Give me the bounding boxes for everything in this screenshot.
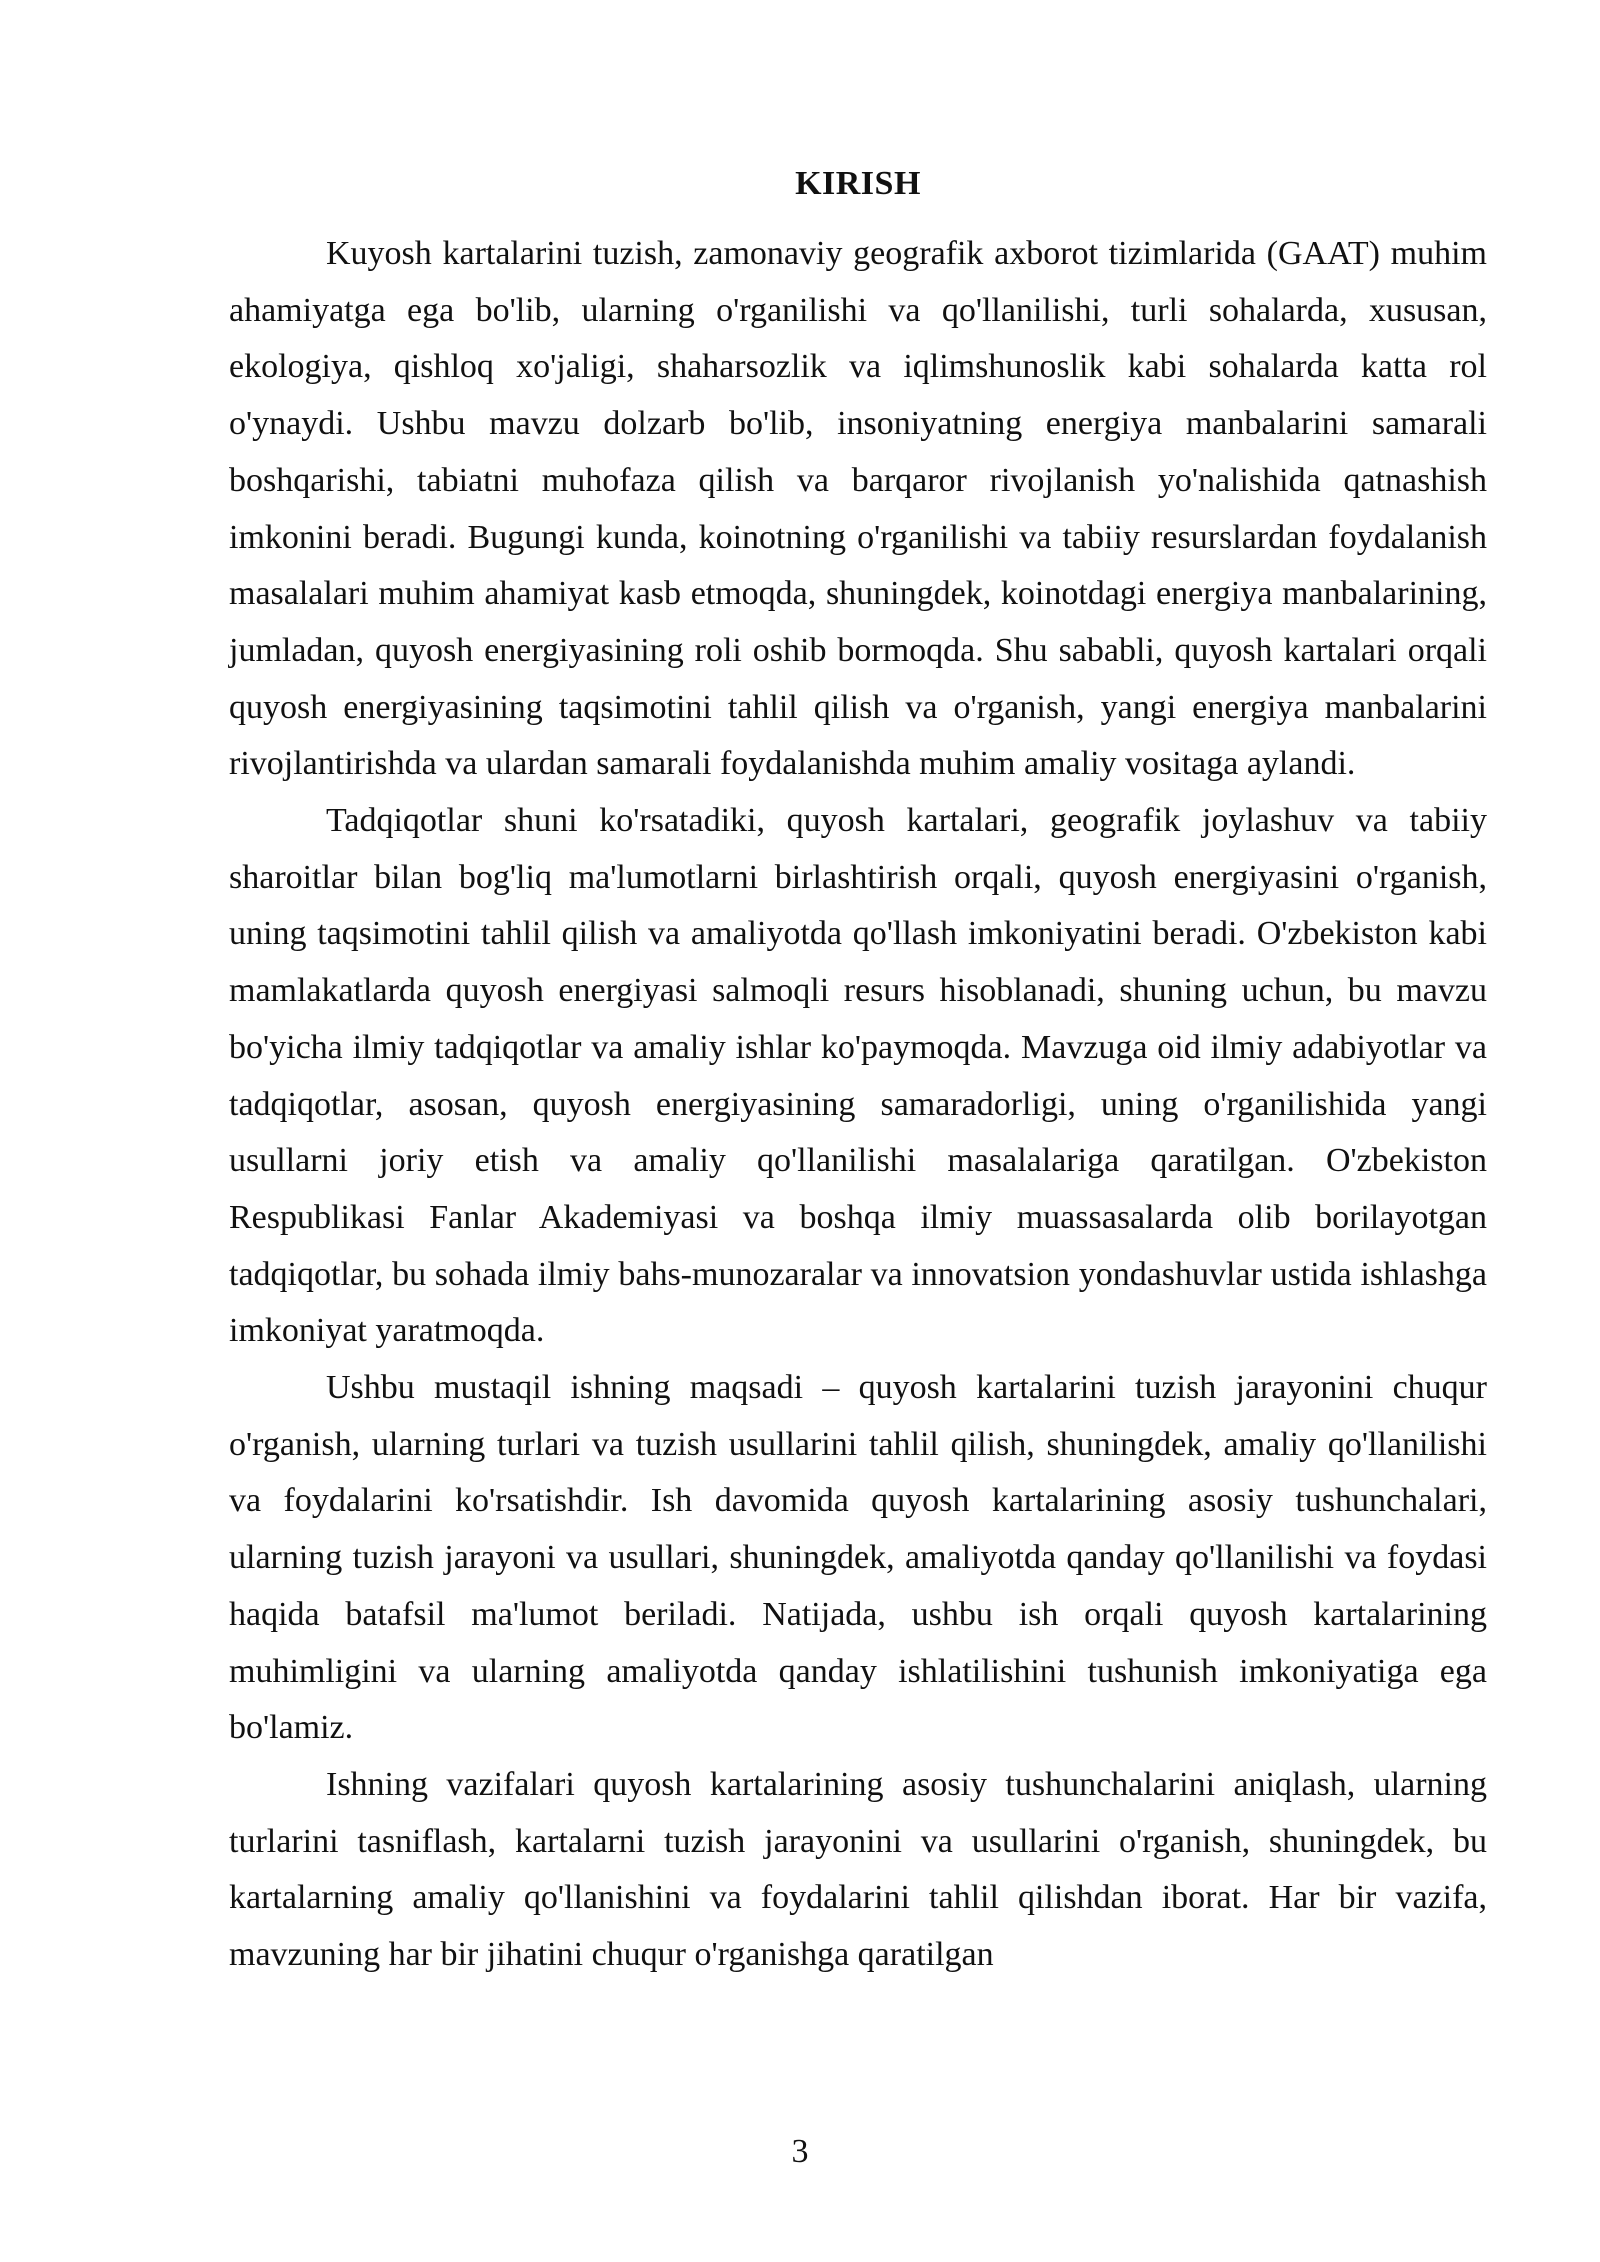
paragraph-tasks: Ishning vazifalari quyosh kartalarining asosiy tushunchalarini aniqlash, ularning turlarini tasniflash, kartalarni tuzish jarayonini va usullarini o'rganish, shuningdek, bu kartalarning amaliy qo'llanishini va foydalarini tahlil qilishdan iborat. Har bir vazifa, mavzuning har bir jihatini chuqur o'rganishga qaratilgan: [229, 1765, 1487, 1974]
page-number: 3: [791, 2133, 809, 2170]
page-content: [229, 160, 1487, 1984]
paragraph-research: Tadqiqotlar shuni ko'rsatadiki, quyosh kartalari, geografik joylashuv va tabiiy sharoitlar bilan bog'liq ma'lumotlarni birlashtirish orqali, quyosh energiyasini o'rganish, uning taqsimotini tahlil qilish va amaliyotda qo'llash imkoniyatini beradi. O'zbekiston kabi mamlakatlarda quyosh energiyasi salmoqli resurs hisoblanadi, shuning uchun, bu mavzu bo'yicha ilmiy tadqiqotlar va amaliy ishlar ko'paymoqda. Mavzuga oid ilmiy adabiyotlar va tadqiqotlar, asosan, quyosh energiyasining samaradorligi, uning o'rganilishida yangi usullarni joriy etish va amaliy qo'llanilishi masalalariga qaratilgan. O'zbekiston Respublikasi Fanlar Akademiyasi va boshqa ilmiy muassasalarda olib borilayotgan tadqiqotlar, bu sohada ilmiy bahs-munozaralar va innovatsion yondashuvlar ustida ishlashga imkoniyat yaratmoqda.: [229, 802, 1487, 1350]
paragraph-intro: Kuyosh kartalarini tuzish, zamonaviy geografik axborot tizimlarida (GAAT) muhim ahamiyatga ega bo'lib, ularning o'rganilishi va qo'llanilishi, turli sohalarda, xususan, ekologiya, qishloq xo'jaligi, shaharsozlik va iqlimshunoslik kabi sohalarda katta rol o'ynaydi. Ushbu mavzu dolzarb bo'lib, insoniyatning energiya manbalarini samarali boshqarishi, tabiatni muhofaza qilish va barqaror rivojlanish yo'nalishida qatnashish imkonini beradi. Bugungi kunda, koinotning o'rganilishi va tabiiy resurslardan foydalanish masalalari muhim ahamiyat kasb etmoqda, shuningdek, koinotdagi energiya manbalarining, jumladan, quyosh energiyasining roli oshib bormoqda. Shu sababli, quyosh kartalari orqali quyosh energiyasining taqsimotini tahlil qilish va o'rganish, yangi energiya manbalarini rivojlantirishda va ulardan samarali foydalanishda muhim amaliy vositaga aylandi.: [229, 235, 1487, 783]
paragraph-goal: Ushbu mustaqil ishning maqsadi – quyosh kartalarini tuzish jarayonini chuqur o'rganish, ularning turlari va tuzish usullarini tahlil qilish, shuningdek, amaliy qo'llanilishi va foydalarini ko'rsatishdir. Ish davomida quyosh kartalarining asosiy tushunchalari, ularning tuzish jarayoni va usullari, shuningdek, amaliyotda qanday qo'llanilishi va foydasi haqida batafsil ma'lumot beriladi. Natijada, ushbu ish orqali quyosh kartalarining muhimligini va ularning amaliyotda qanday ishlatilishini tushunish imkoniyatiga ega bo'lamiz.: [229, 1369, 1487, 1747]
page-title: KIRISH: [795, 165, 921, 202]
